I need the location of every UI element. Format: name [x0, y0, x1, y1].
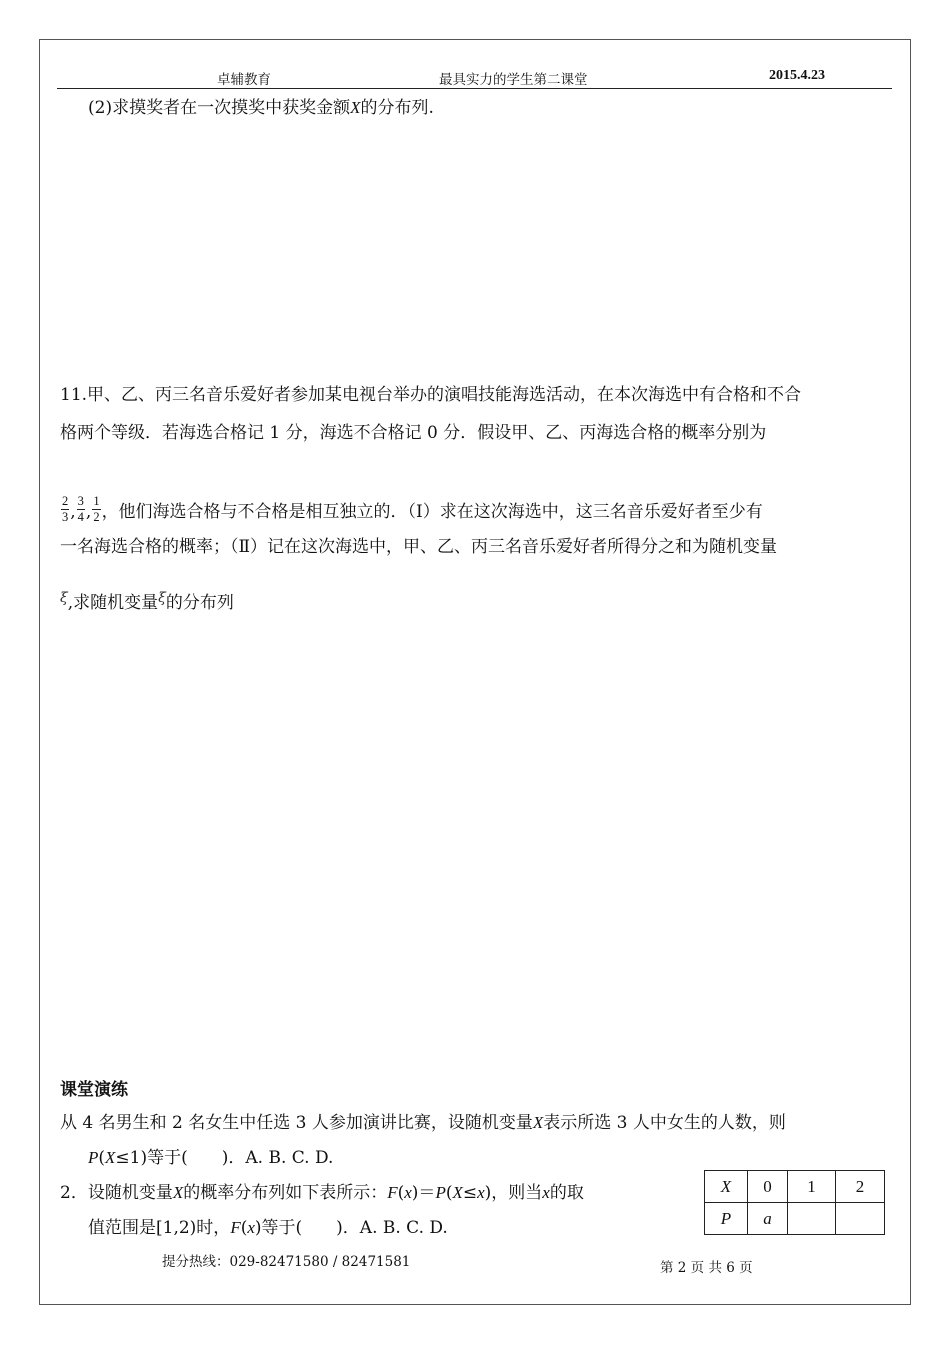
q10-part2-text-a: (2)求摸奖者在一次摸奖中获奖金额	[88, 98, 351, 118]
table-cell: 0	[748, 1171, 788, 1203]
fraction: $\frac{1}{2}$	[93, 494, 100, 524]
table-row	[705, 1203, 885, 1235]
practice-q1-line2: P(X≤1)等于( )．A. B. C. D.	[88, 1148, 334, 1168]
table-cell	[788, 1203, 836, 1235]
practice-title: 课堂演练	[60, 1080, 128, 1100]
q10-part2	[88, 98, 434, 118]
q10-part2-text-b: 的分布列.	[360, 98, 434, 118]
distribution-table	[704, 1170, 885, 1235]
table-cell: 1	[788, 1171, 836, 1203]
q11-line2: 格两个等级．若海选合格记 1 分，海选不合格记 0 分．假设甲、乙、丙海选合格的概率分别为	[60, 423, 767, 443]
table-row	[705, 1171, 885, 1203]
table-cell: X	[705, 1171, 748, 1203]
practice-q1-line1: 从 4 名男生和 2 名女生中任选 3 人参加演讲比赛，设随机变量X表示所选 3 人中女生的人数，则	[60, 1113, 786, 1133]
table-cell: P	[705, 1203, 748, 1235]
q10-part2-var: X	[350, 98, 361, 117]
q11-line3-text: ，他们海选合格与不合格是相互独立的．（Ⅰ）求在这次海选中，这三名音乐爱好者至少有	[101, 502, 763, 522]
fraction: $\frac{3}{4}$	[77, 494, 84, 524]
fraction: $\frac{2}{3}$	[62, 494, 69, 524]
practice-q2-line1: 2．设随机变量X的概率分布列如下表所示：F(x)＝P(X≤x)，则当x的取	[60, 1183, 584, 1203]
xi-symbol: ξ	[60, 590, 68, 606]
page-header	[57, 68, 892, 89]
practice-q2-line2: 值范围是[1,2)时，F(x)等于( )．A. B. C. D.	[88, 1218, 448, 1238]
q11-line3: $\frac{2}{3}$ , $\frac{3}{4}$ , $\frac{1}{2}$ ，他们海选合格与不合格是相互独立的．（Ⅰ）求在这次海选中，这三名音乐爱好者至少有	[62, 494, 763, 524]
footer-page-info: 第 2 页 共 6 页	[660, 1260, 753, 1276]
q11-line5: $^\xi$,求随机变量$^\xi$的分布列	[60, 590, 234, 613]
q11-line1: 11.甲、乙、丙三名音乐爱好者参加某电视台举办的演唱技能海选活动，在本次海选中有合格和不合	[60, 385, 802, 405]
table-cell: a	[748, 1203, 788, 1235]
header-slogan: 最具实力的学生第二课堂	[439, 72, 588, 88]
table-cell: 2	[836, 1171, 885, 1203]
footer-hotline: 提分热线：029-82471580 / 82471581	[162, 1254, 411, 1270]
header-brand: 卓辅教育	[217, 72, 271, 88]
xi-symbol: ξ	[158, 590, 166, 606]
header-date: 2015.4.23	[769, 68, 825, 83]
table-cell	[836, 1203, 885, 1235]
q11-line4: 一名海选合格的概率；（Ⅱ）记在这次海选中，甲、乙、丙三名音乐爱好者所得分之和为随机变量	[60, 537, 778, 557]
